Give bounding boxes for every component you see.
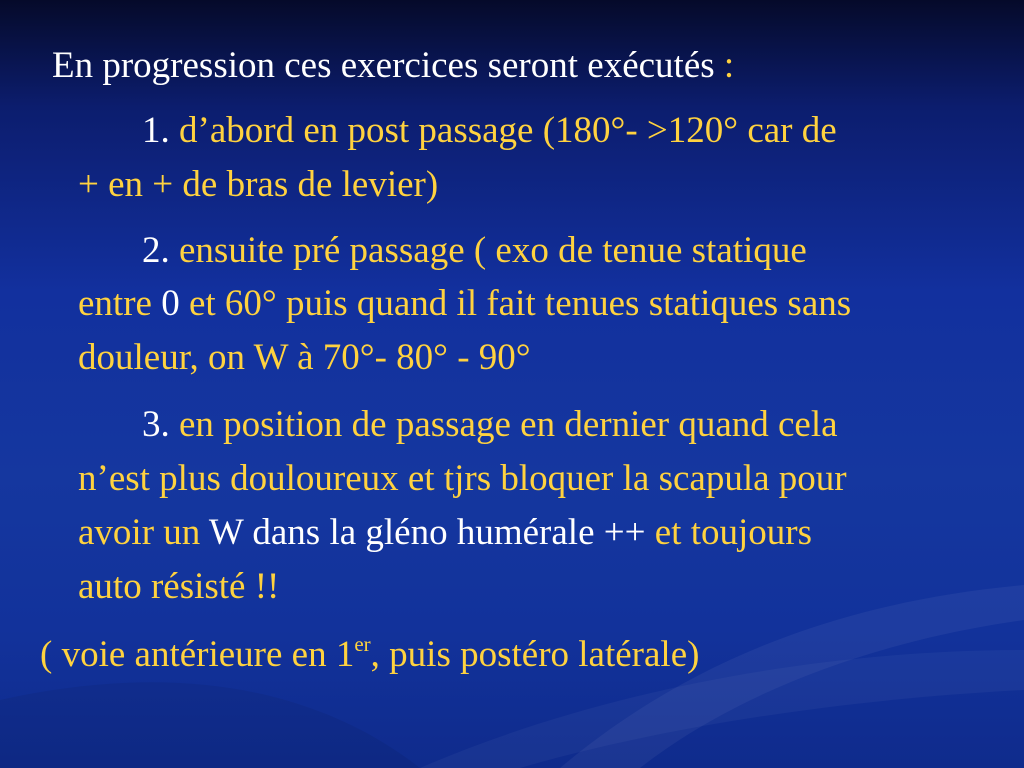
item1-text-1: d’abord en post passage (180°- >120° car de: [179, 110, 837, 151]
item2-number: 2.: [142, 230, 170, 271]
item3-line3: [78, 514, 812, 551]
item3-line1: [142, 406, 838, 443]
item2-text-2a: entre: [78, 283, 152, 324]
item3-text-1: en position de passage en dernier quand cela: [179, 404, 838, 445]
item2-line1: [142, 232, 807, 269]
item1-line2: [78, 166, 438, 203]
footer-text-pre: ( voie antérieure en 1: [40, 634, 355, 675]
item3-text-3c: et toujours: [654, 512, 812, 553]
item3-text-3a: avoir un: [78, 512, 201, 553]
item2-text-1: ensuite pré passage ( exo de tenue statique: [179, 230, 807, 271]
item3-line4: [78, 568, 279, 605]
intro-line: [52, 47, 734, 84]
footer-line: [40, 632, 700, 675]
item3-text-4: auto résisté !!: [78, 566, 280, 607]
item1-line1: [142, 112, 837, 149]
item3-text-2: n’est plus douloureux et tjrs bloquer la scapula pour: [78, 458, 847, 499]
footer-superscript: er: [354, 632, 371, 656]
item1-number: 1.: [142, 110, 170, 151]
item2-text-2b: 0: [161, 283, 180, 324]
intro-text: En progression ces exercices seront exécutés: [52, 45, 715, 86]
item3-number: 3.: [142, 404, 170, 445]
item3-text-3b: W dans la gléno humérale ++: [208, 512, 646, 553]
intro-colon: :: [723, 45, 735, 86]
footer-text-post: , puis postéro latérale): [370, 634, 700, 675]
item3-line2: [78, 460, 847, 497]
item2-text-2c: et 60° puis quand il fait tenues statiques sans: [188, 283, 852, 324]
item1-text-2: + en + de bras de levier): [78, 164, 439, 205]
item2-line3: [78, 339, 531, 376]
item2-line2: [78, 285, 851, 322]
item2-text-3: douleur, on W à 70°- 80° - 90°: [78, 337, 531, 378]
